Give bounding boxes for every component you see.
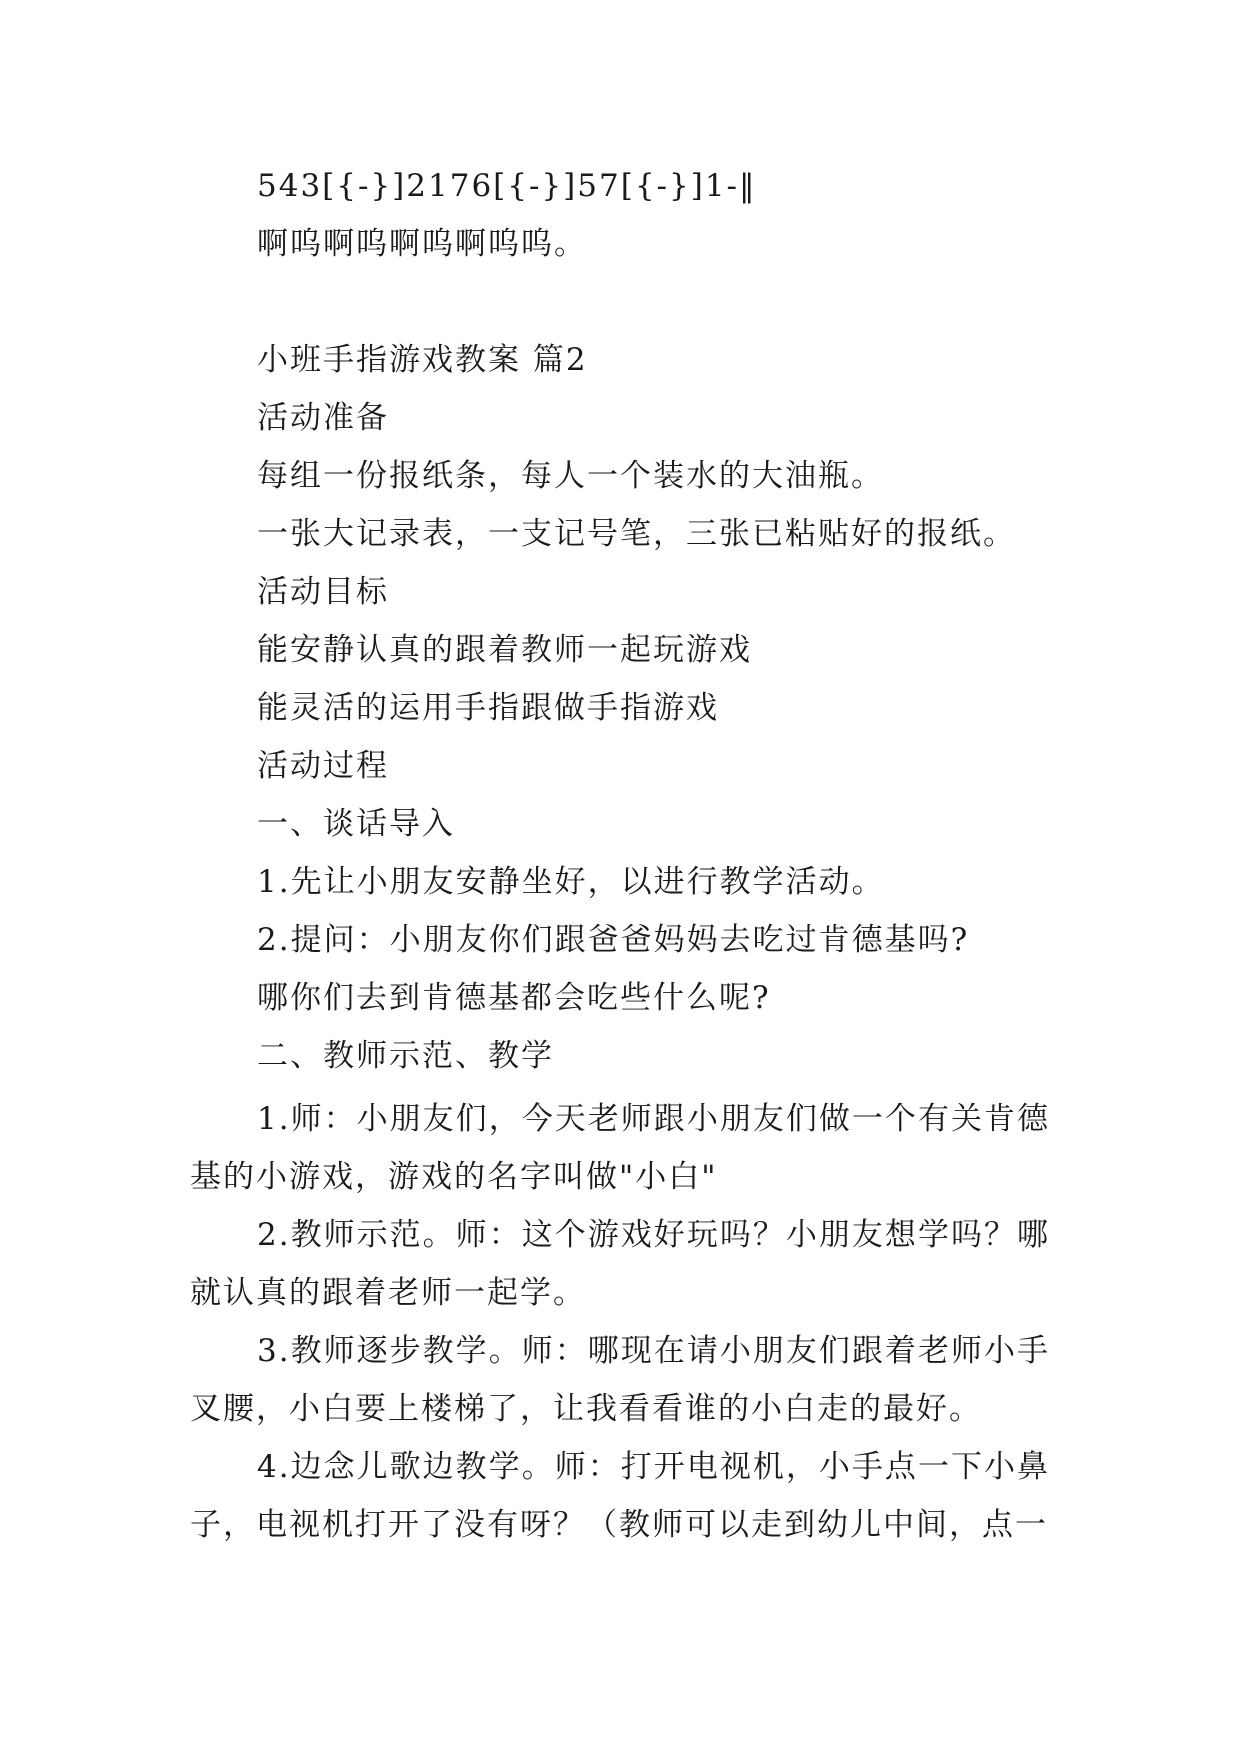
section-title: 小班手指游戏教案 篇2 — [257, 342, 588, 378]
text-line: 能灵活的运用手指跟做手指游戏 — [257, 690, 719, 726]
text-line: 能安静认真的跟着教师一起玩游戏 — [257, 632, 752, 668]
heading-goals: 活动目标 — [257, 574, 389, 610]
notation-line: 543[{-}]2176[{-}]57[{-}]1-‖ — [257, 168, 757, 204]
paragraph: 2.教师示范。师：这个游戏好玩吗？小朋友想学吗？哪就认真的跟着老师一起学。 — [190, 1217, 1050, 1311]
heading-preparation: 活动准备 — [257, 400, 389, 436]
text-line: 每组一份报纸条，每人一个装水的大油瓶。 — [257, 458, 884, 494]
subheading: 二、教师示范、教学 — [257, 1038, 554, 1074]
text-line: 哪你们去到肯德基都会吃些什么呢? — [257, 980, 771, 1016]
subheading: 一、谈话导入 — [257, 806, 455, 842]
text-line: 2.提问：小朋友你们跟爸爸妈妈去吃过肯德基吗? — [257, 922, 970, 958]
text-line: 1.先让小朋友安静坐好，以进行教学活动。 — [257, 864, 885, 900]
paragraph: 4.边念儿歌边教学。师：打开电视机，小手点一下小鼻子，电视机打开了没有呀？（教师可以走到幼儿中间，点一 — [190, 1449, 1050, 1543]
paragraph: 1.师：小朋友们，今天老师跟小朋友们做一个有关肯德基的小游戏，游戏的名字叫做"小白" — [190, 1101, 1050, 1195]
text-line: 一张大记录表，一支记号笔，三张已粘贴好的报纸。 — [257, 516, 1016, 552]
lyrics-line: 啊呜啊呜啊呜啊呜呜。 — [257, 226, 587, 262]
heading-process: 活动过程 — [257, 748, 389, 784]
paragraph: 3.教师逐步教学。师：哪现在请小朋友们跟着老师小手叉腰，小白要上楼梯了，让我看看谁的小白走的最好。 — [190, 1333, 1050, 1427]
